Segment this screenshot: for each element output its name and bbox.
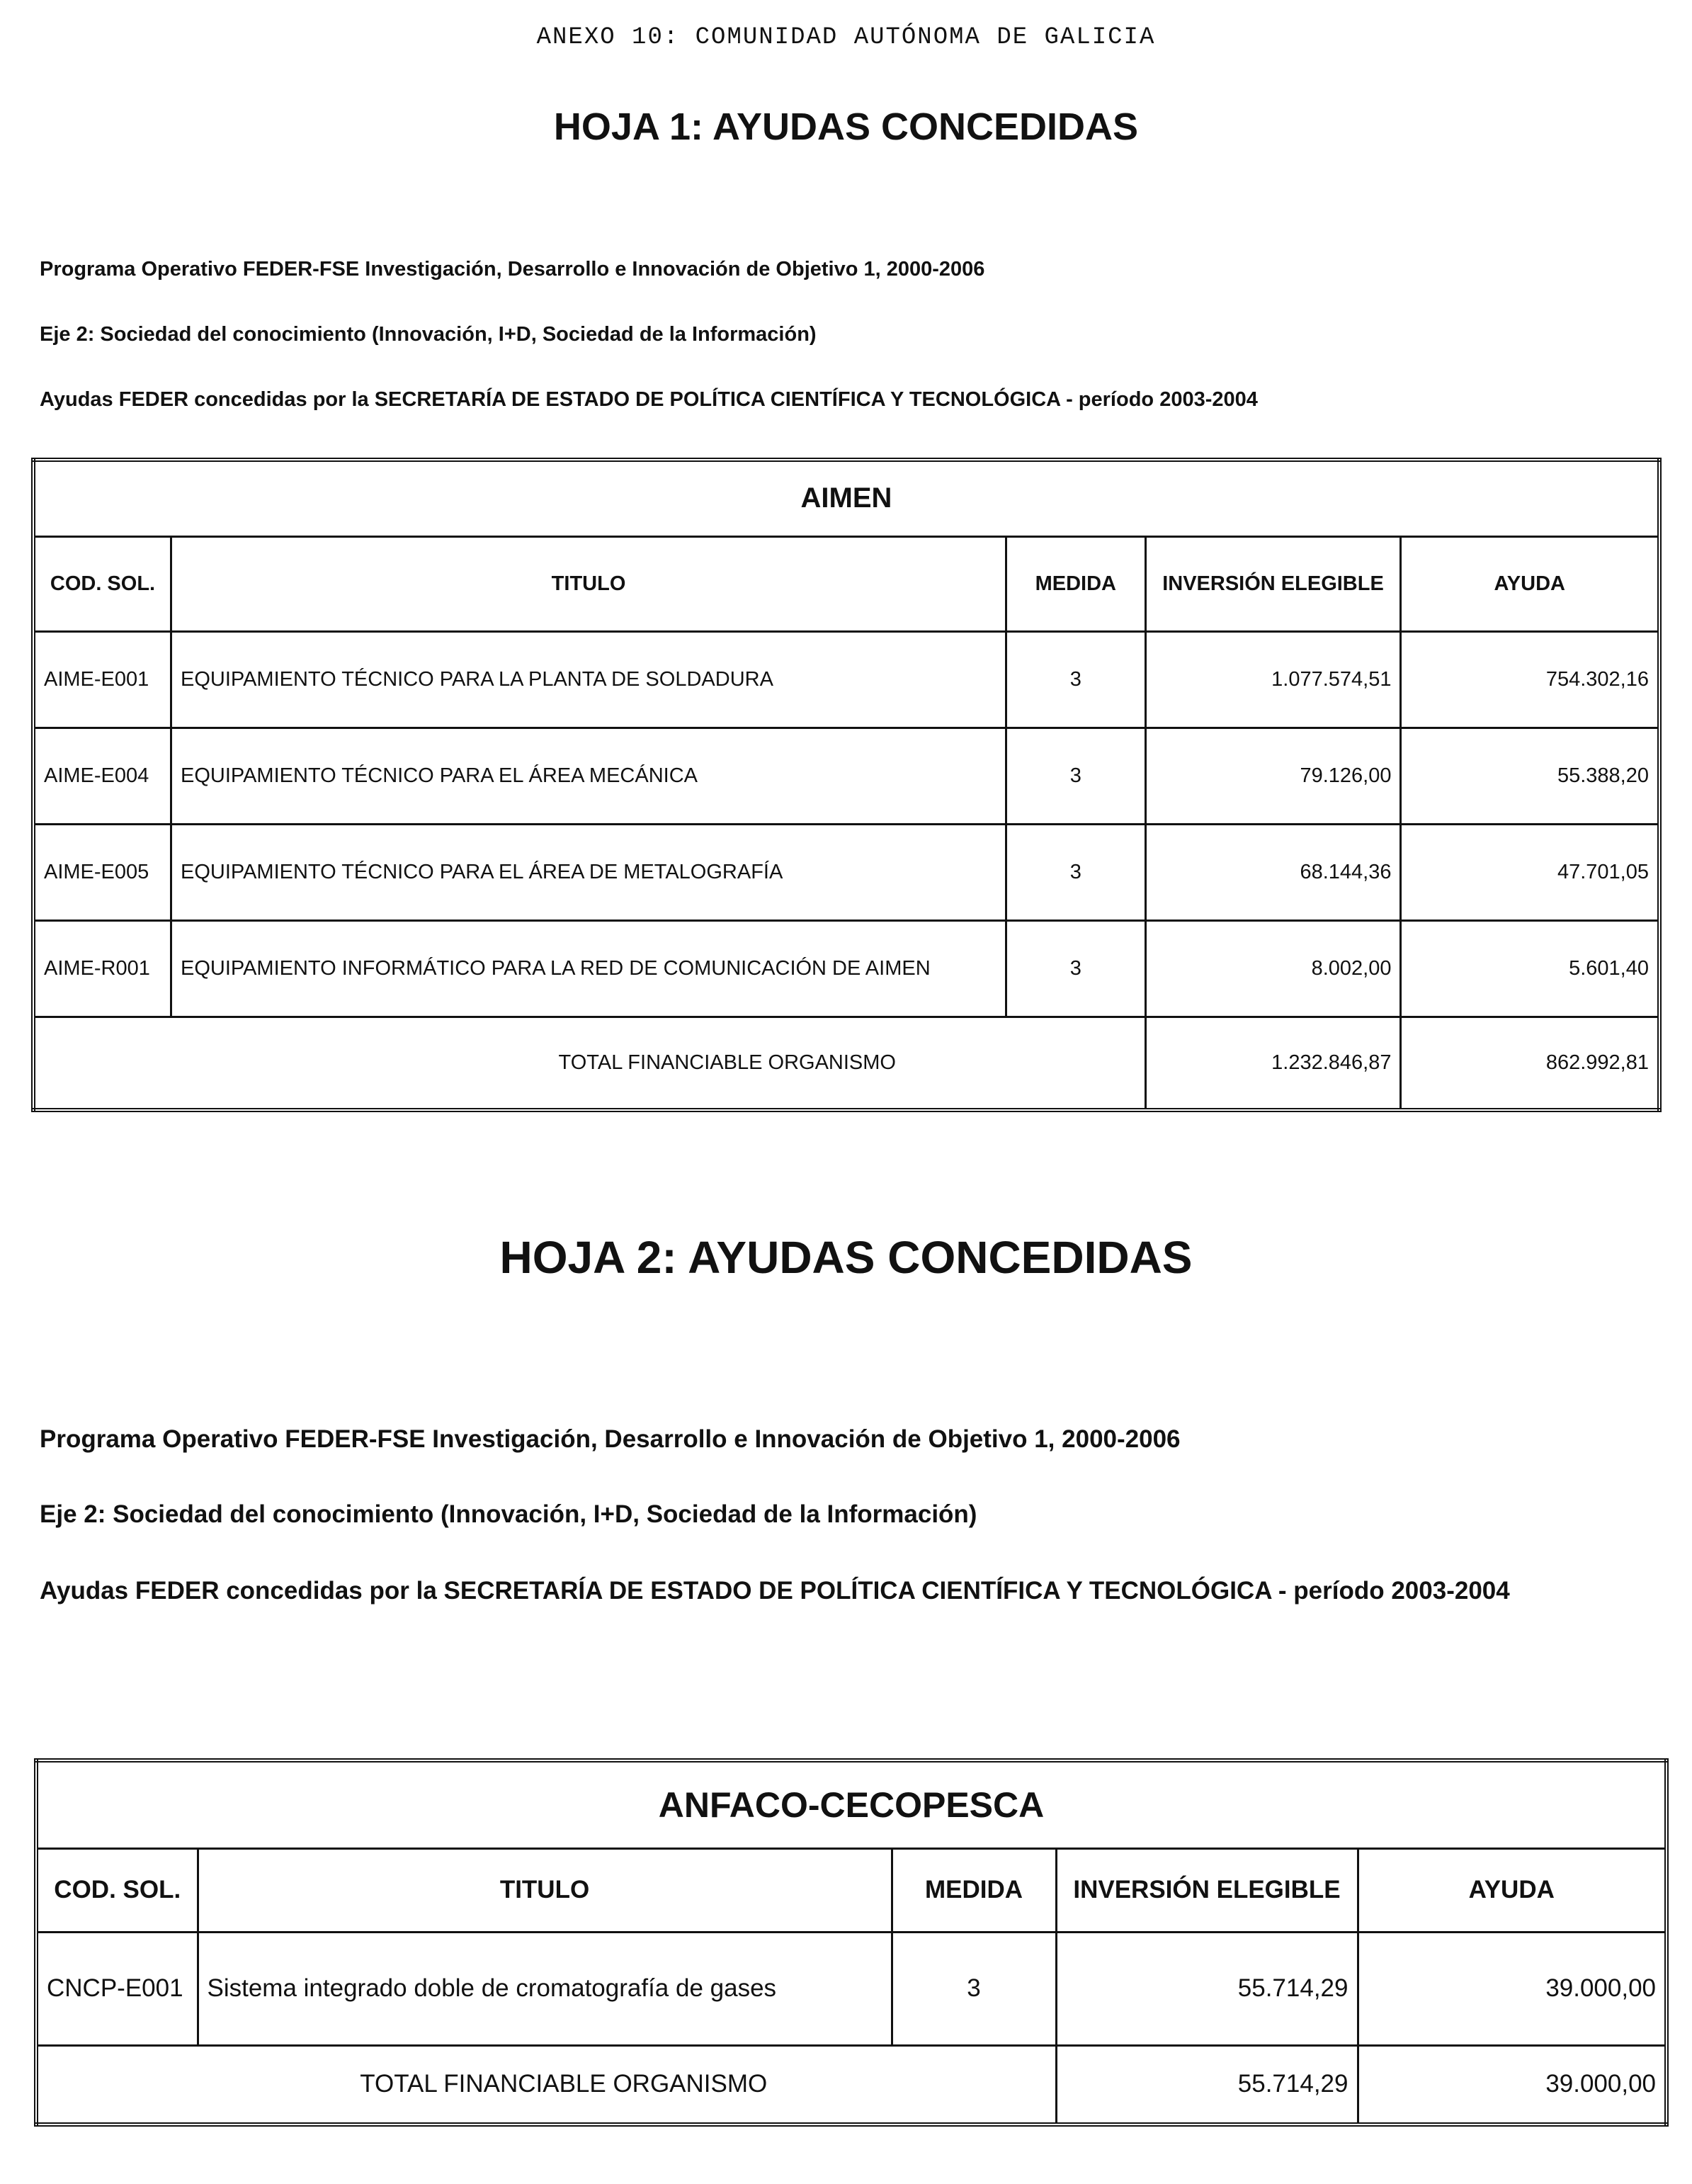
cell-ayuda: 47.701,05: [1401, 824, 1659, 920]
cell-titulo: EQUIPAMIENTO TÉCNICO PARA EL ÁREA MECÁNICA: [171, 728, 1006, 824]
table-row: [33, 631, 1659, 728]
total-ayuda: 39.000,00: [1358, 2045, 1667, 2124]
total-label: TOTAL FINANCIABLE ORGANISMO: [36, 2045, 1056, 2124]
cell-cod: AIME-E005: [33, 824, 171, 920]
cell-titulo: Sistema integrado doble de cromatografía de gases: [198, 1932, 892, 2045]
sheet2-title: HOJA 2: AYUDAS CONCEDIDAS: [499, 1232, 1193, 1283]
cell-ayuda: 754.302,16: [1401, 631, 1659, 728]
col-header-titulo: TITULO: [198, 1848, 892, 1932]
sheet1-axis: Eje 2: Sociedad del conocimiento (Innovación, I+D, Sociedad de la Información): [40, 323, 817, 346]
cell-titulo: EQUIPAMIENTO INFORMÁTICO PARA LA RED DE COMUNICACIÓN DE AIMEN: [171, 920, 1006, 1017]
cell-inversion: 8.002,00: [1145, 920, 1401, 1017]
cell-inversion: 55.714,29: [1056, 1932, 1358, 2045]
sheet2-axis: Eje 2: Sociedad del conocimiento (Innovación, I+D, Sociedad de la Información): [40, 1500, 977, 1528]
sheet1-grants: Ayudas FEDER concedidas por la SECRETARÍA DE ESTADO DE POLÍTICA CIENTÍFICA Y TECNOLÓGICA - período 2003-2004: [40, 388, 1258, 411]
table-row: [36, 1932, 1667, 2045]
col-header-cod: COD. SOL.: [33, 536, 171, 631]
cell-ayuda: 39.000,00: [1358, 1932, 1667, 2045]
table-row: [33, 920, 1659, 1017]
col-header-medida: MEDIDA: [892, 1848, 1056, 1932]
sheet1-program: Programa Operativo FEDER-FSE Investigación, Desarrollo e Innovación de Objetivo 1, 2000-2006: [40, 258, 985, 281]
annex-header: ANEXO 10: COMUNIDAD AUTÓNOMA DE GALICIA: [536, 24, 1156, 51]
cell-medida: 3: [1006, 631, 1146, 728]
table-row: [33, 728, 1659, 824]
cell-cod: CNCP-E001: [36, 1932, 198, 2045]
sheet2-org-name: ANFACO-CECOPESCA: [36, 1760, 1667, 1848]
cell-medida: 3: [1006, 824, 1146, 920]
cell-inversion: 1.077.574,51: [1145, 631, 1401, 728]
col-header-ayuda: AYUDA: [1358, 1848, 1667, 1932]
sheet1-table: [31, 458, 1662, 1112]
sheet2-table: [34, 1758, 1669, 2127]
cell-inversion: 79.126,00: [1145, 728, 1401, 824]
cell-medida: 3: [1006, 728, 1146, 824]
col-header-inversion: INVERSIÓN ELEGIBLE: [1056, 1848, 1358, 1932]
cell-medida: 3: [892, 1932, 1056, 2045]
total-row: [36, 2045, 1667, 2124]
cell-titulo: EQUIPAMIENTO TÉCNICO PARA LA PLANTA DE SOLDADURA: [171, 631, 1006, 728]
cell-ayuda: 55.388,20: [1401, 728, 1659, 824]
sheet2-grants: Ayudas FEDER concedidas por la SECRETARÍA DE ESTADO DE POLÍTICA CIENTÍFICA Y TECNOLÓGICA - período 2003-2004: [40, 1577, 1510, 1605]
col-header-cod: COD. SOL.: [36, 1848, 198, 1932]
table-row: [33, 824, 1659, 920]
cell-inversion: 68.144,36: [1145, 824, 1401, 920]
total-row: [33, 1017, 1659, 1110]
sheet1-org-name: AIMEN: [33, 460, 1659, 536]
total-inversion: 55.714,29: [1056, 2045, 1358, 2124]
sheet1-title: HOJA 1: AYUDAS CONCEDIDAS: [553, 106, 1139, 148]
cell-cod: AIME-E001: [33, 631, 171, 728]
total-inversion: 1.232.846,87: [1145, 1017, 1401, 1110]
sheet2-program: Programa Operativo FEDER-FSE Investigación, Desarrollo e Innovación de Objetivo 1, 2000-2006: [40, 1425, 1181, 1453]
col-header-medida: MEDIDA: [1006, 536, 1146, 631]
col-header-ayuda: AYUDA: [1401, 536, 1659, 631]
col-header-titulo: TITULO: [171, 536, 1006, 631]
cell-titulo: EQUIPAMIENTO TÉCNICO PARA EL ÁREA DE METALOGRAFÍA: [171, 824, 1006, 920]
cell-cod: AIME-E004: [33, 728, 171, 824]
cell-medida: 3: [1006, 920, 1146, 1017]
total-ayuda: 862.992,81: [1401, 1017, 1659, 1110]
cell-ayuda: 5.601,40: [1401, 920, 1659, 1017]
col-header-inversion: INVERSIÓN ELEGIBLE: [1145, 536, 1401, 631]
total-label: TOTAL FINANCIABLE ORGANISMO: [33, 1017, 1145, 1110]
cell-cod: AIME-R001: [33, 920, 171, 1017]
